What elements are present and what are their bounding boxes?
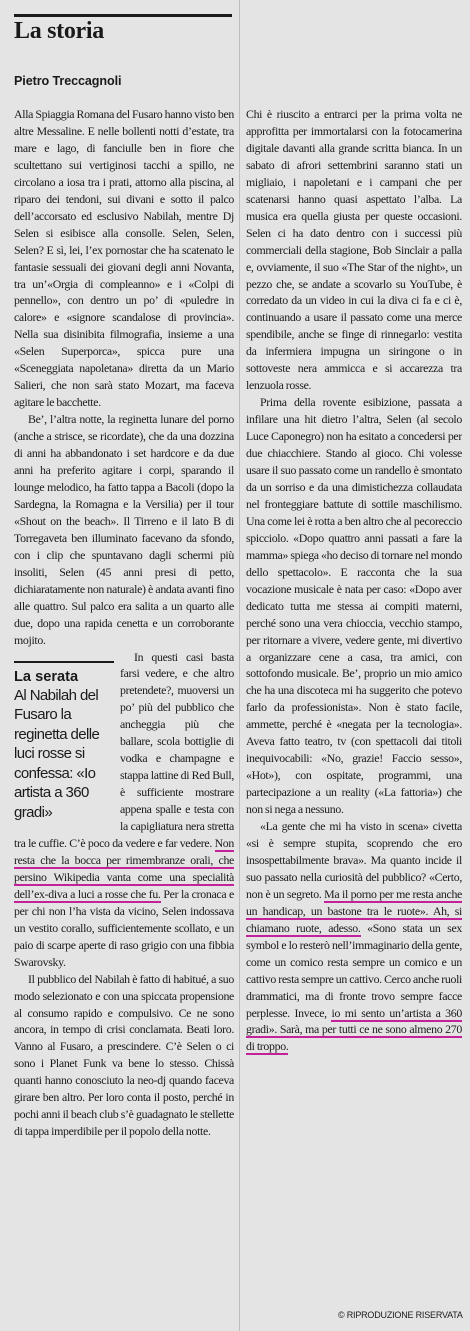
section-header — [14, 14, 232, 47]
paragraph — [246, 818, 462, 1055]
paragraph-text: «La gente che mi ha visto in scena» civetta «si è sempre stupita, scoprendo che ero insospettabilmente brava». Ma quanto incide il suo passato nella curiosità del pubblico? «Certo, non è un segreto. — [246, 819, 462, 901]
paragraph-text: Per la cronaca e per chi non l’ha vista da vicino, Selen indossava un vestito corallo, sufficientemente scollato, e un paio di scarpe aperte di raso grigio con una fibbia Swarovsky. — [14, 886, 234, 969]
highlighted-text: Ma il porno per me resta anche un handicap, un bastone tra le ruote». Ah, si chiamano ruote, adesso. — [246, 886, 462, 935]
highlighted-text: Non resta che la bocca per rimembranze orali, che persino Wikipedia vanta come una specialità dell’ex-diva a luci a rosse che fu. — [14, 835, 234, 901]
column-divider — [239, 0, 240, 1331]
copyright-notice: © RIPRODUZIONE RISERVATA — [338, 1310, 463, 1320]
paragraph: Il pubblico del Nabilah è fatto di habitué, a suo modo selezionato e con una spiccata propensione al consumo rapido e compulsivo. Ce ne sono ancora, in tempo di crisi conclamata. Beati loro. Vanno al Fusaro, a prescindere. C’è Selen o ci sono i Planet Funk va bene lo stesso. Chissà quanti hanno conosciuto la neo-dj quando faceva girare ben altro. Per loro conta il posto, perché in pochi anni il beach club s’è guadagnato le stellette di tappa imperdibile per il popolo della notte. — [14, 971, 234, 1139]
paragraph: Prima della rovente esibizione, passata a infilare una hit dietro l’altra, Selen (al secolo Luce Caponegro) non ha esitato a concedersi per due chiacchiere. Stando al gioco. Chi volesse usare il suo passato come un randello è smontato da un sorriso e da una dimistichezza collaudata nel fronteggiare battute di sottile maschilismo. Una come lei è rotta a ben altro che al pecoreccio spicciolo. «Dopo quattro anni passati a fare la mamma» spiega «ho deciso di tornare nel mondo dello spettacolo». E racconta che la sua vocazione musicale è nata per caso: «Dopo aver dedicato tutta me stessa ai compiti materni, perché sono una vera chioccia, vecchio stampo, per ritornare a vivere, vedere gente, mi divertivo a organizzare cene a casa, tra amici, con sottofondo musicale. Be’, proprio un mio amico che ha una discoteca mi ha suggerito che potevo farlo da professionista». Non è stato facile, ammette, perché è «negata per la tecnologia». Aveva fatto teatro, tv (con spettacoli dai titoli inequivocabili: «No, grazie! Faccio sesso», «Hot»), con ospitate, programmi, una partecipazione a un reality («La fattoria») che non si nega a nessuno. — [246, 395, 462, 817]
sidebar-box — [14, 661, 114, 823]
paragraph — [14, 411, 234, 648]
paragraph-text: In questi casi basta farsi vedere, e che altro pretendete?, muoversi un po’ più del pubblico che ancheggia più che ballare, scola bottiglie di vodka e champagne e stappa lattine di Red Bull, è sufficiente mostrare appena spalle e testa con la capigliatura nera stretta tra le cuffie. C’è poco da vedere e far vedere. — [14, 649, 234, 850]
paragraph-text: «Sono stata un sex symbol e lo resterò nell’immaginario della gente, come un comico resta sempre un comico e un cattivo resta sempre un cattivo. Cerco anche ruoli drammatici, ma di fronte trovo sempre facce perplesse. Invece, — [246, 920, 462, 1020]
article-column-2 — [246, 106, 462, 1302]
author-byline: Pietro Treccagnoli — [14, 74, 122, 88]
sidebar-text: Al Nabilah del Fusaro la reginetta delle luci rosse si confessa: «Io artista a 360 gradi» — [14, 686, 100, 822]
paragraph: Alla Spiaggia Romana del Fusaro hanno visto ben altre Messaline. E nelle bollenti notti d’estate, tra mare e lago, di fanciulle ben in fiore che scultettano sui vertiginosi tacchi a spillo, ne circolano a iosa tra i prati, attorno alla piscina, al riparo dei tendoni, sui divani e sotto il palco dell’accorsato ed esclusivo Nabilah, mentre Dj Selen si esibisce alla consolle. Selen, Selen, Selen? E sì, lei, l’ex pornostar che ha scatenato le fantasie sessuali dei giovani degli anni Novanta, tra un’«Orgia di compleanno» e i «Colpi di pennello», con dentro un po’ di «puledre in calore» e «signore scandalose di provincia». Nella sua disinibita filmografia, insieme a una «Selen Superporca», spicca pure una «Sceneggiata napoletana» diretta da un Mario Salieri, che non sarà stato Mozart, ma faceva agitare le bacchette. — [14, 107, 234, 410]
highlighted-text: io mi sento un’artista a 360 gradi». Sarà, ma per tutti ce ne sono almeno 270 di troppo. — [246, 1005, 462, 1054]
sidebar-title: La serata — [14, 661, 114, 686]
article-column-1 — [14, 106, 234, 1318]
section-title: La storia — [14, 18, 104, 44]
paragraph-text: Be’, l’altra notte, la reginetta lunare del porno (anche a strisce, se ricordate), che da una dozzina di anni ha abbandonato i set hardcore e da due anni ha preferito agitare i corpi, sparando il lounge melodico, ha fatto tappa a Bacoli (dopo la Sardegna, la Romagna e la Versilia) per il tour «Shout on the beach». Il Tirreno e il lato B di Torregaveta ben illuminato facevano da sfondo, con i clip che spuntavano dagli schermi più insoliti, Selen (45 anni presi di petto, dichiaratamente non naturale) è andata avanti fino alle quattro. Sul palco era salita a un quarto alle due, dopo una rapida cenetta e un corroborante mojito. — [14, 412, 234, 647]
paragraph: Chi è riuscito a entrarci per la prima volta ne approfitta per immortalarsi con la fotocamerina digitale davanti alla grande scritta bianca. In un sabato di afrori settembrini saranno stati un migliaio, i napoletani e i campani che per scatenarsi hanno quasi aspettato l’alba. La musica era quella giusta per queste occasioni. Selen ci ha dato dentro con i successi più commerciali della stagione, Bob Sinclair a palla e, ovviamente, il suo «The Star of the night», un pezzo che, se andate a scovarlo su YouTube, è corredato da un video in cui la diva ci fa e ci è, continuando a usare il passato come una merce spendibile, anche se finge di rinnegarlo: vestita da infermiera impugna un siringone o in sottoveste nera ammicca e si accarezza tra lenzuola rosse. — [246, 107, 462, 393]
